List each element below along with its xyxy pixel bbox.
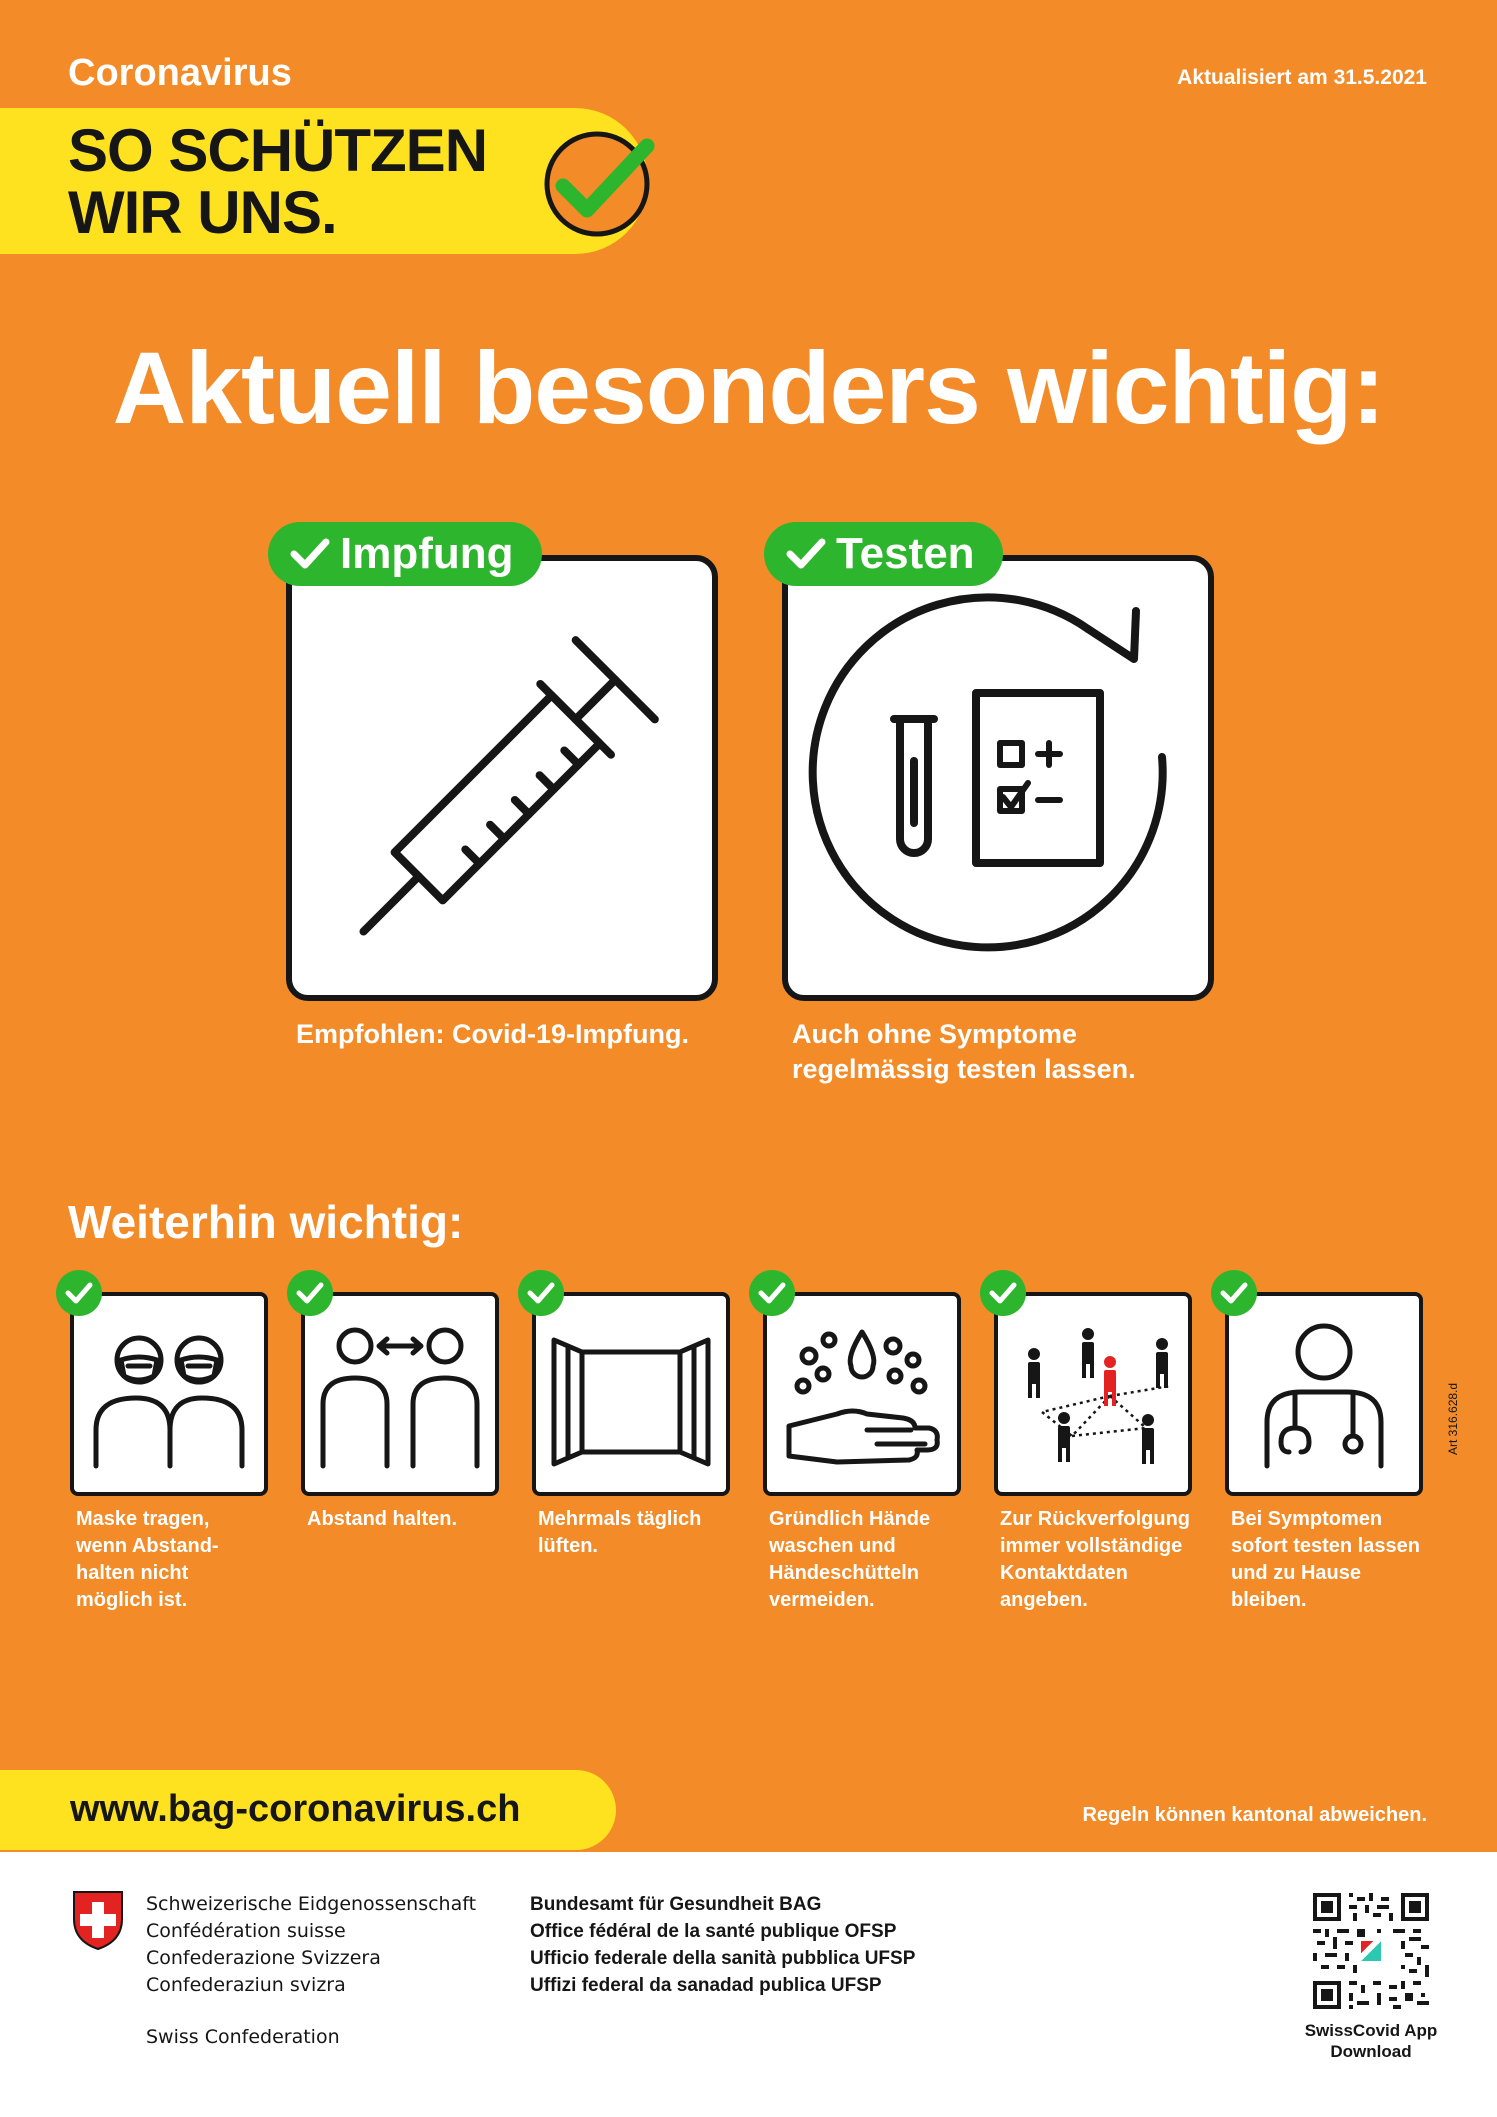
office-names: [530, 1891, 915, 1999]
green-check-icon: [56, 1270, 102, 1316]
qr-caption: [1290, 2020, 1452, 2062]
vaccination-card: [286, 555, 718, 1001]
qr-code-icon[interactable]: [1313, 1893, 1429, 2009]
caption-line: immer vollständige: [1000, 1535, 1183, 1557]
rules-note: Regeln können kantonal abweichen.: [1082, 1804, 1427, 1826]
qr-caption-line: Download: [1330, 2042, 1412, 2061]
measure-caption-tracing: [1000, 1506, 1220, 1614]
url-banner: [0, 1770, 616, 1850]
topline: Coronavirus: [68, 52, 292, 94]
testing-card: [782, 555, 1214, 1001]
measure-card-handwash: [763, 1292, 961, 1496]
testing-caption: [792, 1017, 1136, 1087]
measure-caption-mask: [76, 1506, 296, 1614]
green-check-icon: [1211, 1270, 1257, 1316]
checkmark-badge-icon: [535, 118, 667, 250]
office-line: Uffizi federal da sanadad publica UFSP: [530, 1975, 882, 1996]
syringe-icon: [292, 561, 712, 995]
caption-line: Empfohlen: Covid-19-Impfung.: [296, 1019, 689, 1049]
measure-card-doctor: [1225, 1292, 1423, 1496]
qr-caption-line: SwissCovid App: [1304, 2021, 1438, 2040]
measure-caption-window: [538, 1506, 758, 1560]
swiss-coat-of-arms-icon: [70, 1889, 126, 1951]
slogan-line-2: WIR UNS.: [68, 179, 337, 246]
article-number: Art 316.628.d: [1446, 1382, 1460, 1455]
doctor-icon: [1229, 1296, 1419, 1492]
caption-line: und zu Hause: [1231, 1562, 1362, 1584]
caption-line: sofort testen lassen: [1231, 1535, 1420, 1557]
tag-testen: [764, 522, 1003, 586]
masks-icon: [74, 1296, 264, 1492]
green-check-icon: [980, 1270, 1026, 1316]
green-check-icon: [287, 1270, 333, 1316]
caption-line: bleiben.: [1231, 1589, 1307, 1611]
measure-card-distance: [301, 1292, 499, 1496]
tag-impfung: [268, 522, 542, 586]
office-line: Ufficio federale della sanità pubblica UFSP: [530, 1948, 916, 1969]
vaccination-caption: [296, 1017, 689, 1052]
window-icon: [536, 1296, 726, 1492]
caption-line: Kontaktdaten: [1000, 1562, 1128, 1584]
office-line: Bundesamt für Gesundheit BAG: [530, 1894, 822, 1915]
caption-line: waschen und: [769, 1535, 896, 1557]
caption-line: wenn Abstand-: [76, 1535, 219, 1557]
caption-line: Händeschütteln: [769, 1562, 920, 1584]
check-icon: [786, 536, 826, 572]
caption-line: Auch ohne Symptome: [792, 1019, 1078, 1049]
caption-line: möglich ist.: [76, 1589, 188, 1611]
caption-line: Zur Rückverfolgung: [1000, 1508, 1191, 1530]
measure-card-mask: [70, 1292, 268, 1496]
test-cycle-icon: [788, 561, 1208, 995]
caption-line: regelmässig testen lassen.: [792, 1054, 1136, 1084]
caption-line: lüften.: [538, 1535, 598, 1557]
contact-tracing-icon: [998, 1296, 1188, 1492]
confederation-line: Schweizerische Eidgenossenschaft: [146, 1893, 477, 1915]
measure-caption-doctor: [1231, 1506, 1451, 1614]
measure-caption-distance: [307, 1506, 527, 1533]
handwash-icon: [767, 1296, 957, 1492]
updated-date: Aktualisiert am 31.5.2021: [1177, 66, 1427, 89]
measure-card-tracing: [994, 1292, 1192, 1496]
caption-line: vermeiden.: [769, 1589, 875, 1611]
caption-line: Abstand halten.: [307, 1508, 458, 1530]
caption-line: Maske tragen,: [76, 1508, 210, 1530]
caption-line: Bei Symptomen: [1231, 1508, 1383, 1530]
green-check-icon: [518, 1270, 564, 1316]
green-check-icon: [749, 1270, 795, 1316]
confederation-english: Swiss Confederation: [146, 2026, 340, 2048]
website-link[interactable]: www.bag-coronavirus.ch: [70, 1788, 521, 1830]
confederation-line: Confederaziun svizra: [146, 1974, 346, 1996]
tag-testen-label: Testen: [836, 529, 975, 578]
distance-icon: [305, 1296, 495, 1492]
measure-card-window: [532, 1292, 730, 1496]
confederation-line: Confederazione Svizzera: [146, 1947, 381, 1969]
caption-line: halten nicht: [76, 1562, 189, 1584]
caption-line: angeben.: [1000, 1589, 1088, 1611]
caption-line: Mehrmals täglich: [538, 1508, 702, 1530]
caption-line: Gründlich Hände: [769, 1508, 931, 1530]
measure-caption-handwash: [769, 1506, 989, 1614]
section-title: Weiterhin wichtig:: [68, 1196, 464, 1248]
tag-impfung-label: Impfung: [340, 529, 514, 578]
confederation-names: [146, 1891, 476, 1999]
slogan-line-1: SO SCHÜTZEN: [68, 117, 488, 184]
check-icon: [290, 536, 330, 572]
infected-person-figure: [1104, 1356, 1116, 1406]
headline: Aktuell besonders wichtig:: [112, 331, 1385, 445]
office-line: Office fédéral de la santé publique OFSP: [530, 1921, 897, 1942]
slogan-text: [68, 117, 488, 246]
confederation-line: Confédération suisse: [146, 1920, 346, 1942]
